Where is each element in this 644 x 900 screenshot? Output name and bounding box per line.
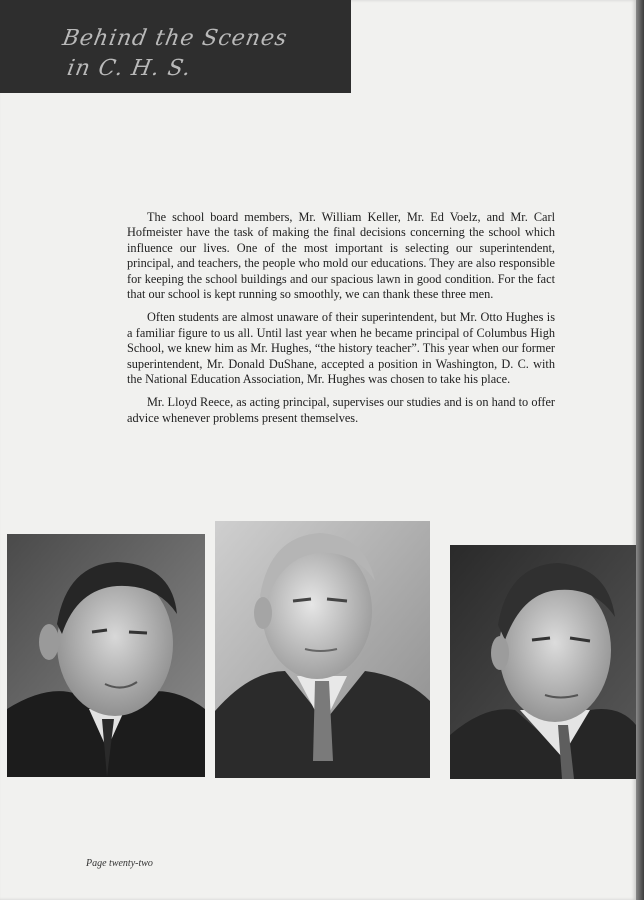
portrait-photo-center [215, 521, 430, 778]
banner-title [55, 24, 290, 84]
banner-title-line2: in C. H. S. [65, 56, 194, 81]
article-text [127, 210, 555, 434]
paragraph-principal: Mr. Lloyd Reece, as acting principal, supervises our studies and is on hand to offer advice whenever problems present themselves. [127, 395, 555, 425]
title-banner [0, 0, 351, 93]
banner-title-line1: Behind the Scenes [60, 26, 290, 51]
paragraph-school-board: The school board members, Mr. William Keller, Mr. Ed Voelz, and Mr. Carl Hofmeister have the task of making the final decisions concerning the school which influence our lives. One of the most important is selecting our superintendent, principal, and teachers, the people who mold our educations. They are also responsible for keeping the school buildings and our spacious lawn in good condition. For the fact that our school is kept running so smoothly, we can thank these three men. [127, 210, 555, 302]
page-edge [636, 0, 644, 900]
portrait-photo-right [450, 545, 636, 779]
portrait-photo-left [7, 534, 205, 777]
paragraph-superintendent: Often students are almost unaware of their superintendent, but Mr. Otto Hughes is a familiar figure to us all. Until last year when he became principal of Columbus High School, we knew him as Mr. Hughes, “the history teacher”. This year when our former superintendent, Mr. Donald DuShane, accepted a position in Washington, D. C. with the National Education Association, Mr. Hughes was chosen to take his place. [127, 310, 555, 387]
page-number: Page twenty-two [86, 858, 153, 869]
